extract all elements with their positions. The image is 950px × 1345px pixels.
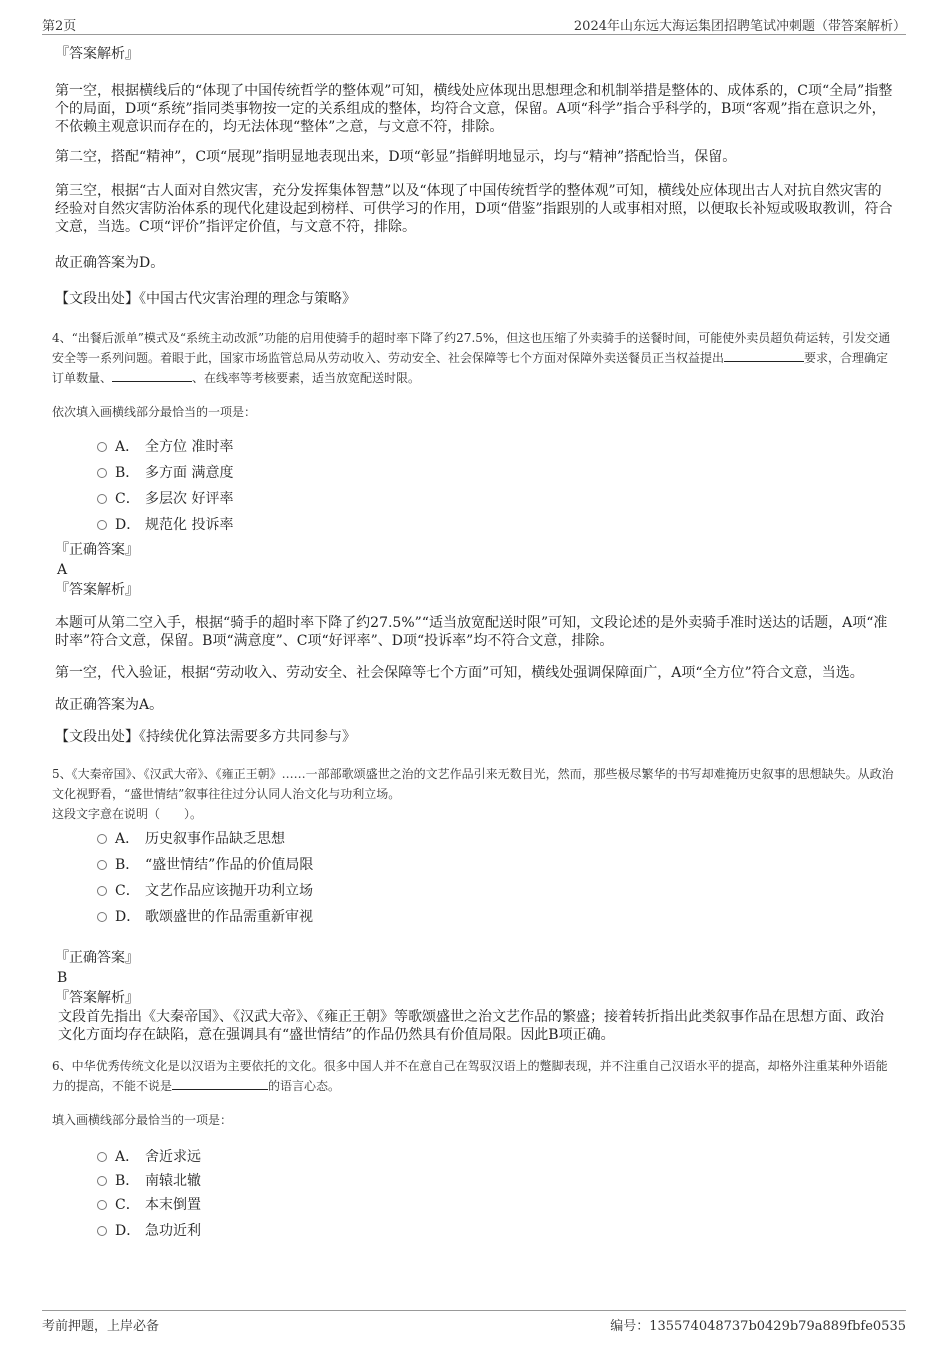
q4-option-a[interactable]: A． 全方位 准时率 [55, 434, 895, 460]
radio-icon[interactable] [97, 1226, 107, 1236]
q5-options [55, 826, 895, 930]
q3-source: 【文段出处】《中国古代灾害治理的理念与策略》 [55, 291, 356, 307]
q6-option-a[interactable]: A． 舍近求远 [55, 1144, 895, 1170]
q6-option-c[interactable]: C． 本末倒置 [55, 1192, 895, 1218]
q5-analysis: 文段首先指出《大秦帝国》、《汉武大帝》、《雍正王朝》等歌颂盛世之治文艺作品的繁盛；接着转折指出此类叙事作品在思想方面、政治文化方面均存在缺陷，意在强调具有“盛世情结”的作品仍然具有价值局限。因此B项正确。 [58, 1009, 884, 1043]
q6-section [52, 1056, 895, 1244]
page-number: 第2页 [42, 19, 77, 34]
q3-section [55, 44, 895, 308]
radio-icon[interactable] [97, 860, 107, 870]
radio-icon[interactable] [97, 442, 107, 452]
q4-answer: A [57, 562, 68, 578]
document-title: 2024年山东远大海运集团招聘笔试冲刺题（带答案解析） [573, 19, 906, 34]
radio-icon[interactable] [97, 494, 107, 504]
radio-icon[interactable] [97, 1176, 107, 1186]
q5-answer-tag: 『正确答案』 [55, 950, 139, 966]
q6-option-b[interactable]: B． 南辕北辙 [55, 1170, 895, 1192]
q4-source: 【文段出处】《持续优化算法需要多方共同参与》 [55, 729, 356, 745]
q5-option-a[interactable]: A． 历史叙事作品缺乏思想 [55, 826, 895, 852]
q3-analysis-p3: 第三空，根据“古人面对自然灾害，充分发挥集体智慧”以及“体现了中国传统哲学的整体观”可知，横线处应体现出古人对抗自然灾害的经验对自然灾害防治体系的现代化建设起到榜样、可供学习的作用，D项“借鉴”指跟别的人或事相对照，以便取长补短或吸取教训，符合文意，当选。C项“评价”指评定价值，与文意不符，排除。 [55, 183, 893, 235]
q5-stem: 5、《大秦帝国》、《汉武大帝》、《雍正王朝》……一部部歌颂盛世之治的文艺作品引来无数目光，然而，那些极尽繁华的书写却难掩历史叙事的思想缺失。从政治文化视野看，“盛世情结”叙事往往过分认同人治文化与功利立场。 [52, 767, 894, 801]
q4-prompt: 依次填入画横线部分最恰当的一项是： [52, 405, 257, 419]
q6-stem: 6、中华优秀传统文化是以汉语为主要依托的文化。很多中国人并不在意自己在驾驭汉语上的蹩脚表现，并不注重自己汉语水平的提高，却格外注重某种外语能力的提高，不能不说是 的语言心态。 [52, 1059, 888, 1093]
q4-answer-tag: 『正确答案』 [55, 542, 139, 558]
q5-option-c[interactable]: C． 文艺作品应该抛开功利立场 [55, 878, 895, 904]
radio-icon[interactable] [97, 1152, 107, 1162]
q4-blank-1 [724, 349, 804, 362]
q5-option-b[interactable]: B． “盛世情结”作品的价值局限 [55, 852, 895, 878]
radio-icon[interactable] [97, 886, 107, 896]
q6-prompt: 填入画横线部分最恰当的一项是： [52, 1113, 233, 1127]
q5-option-d[interactable]: D． 歌颂盛世的作品需重新审视 [55, 904, 895, 930]
page-header [42, 12, 906, 35]
radio-icon[interactable] [97, 834, 107, 844]
q5-section [52, 764, 895, 1044]
q4-analysis-p2: 第一空，代入验证，根据“劳动收入、劳动安全、社会保障等七个方面”可知，横线处强调保障面广，A项“全方位”符合文意，当选。 [55, 665, 864, 681]
q6-blank [172, 1077, 268, 1090]
q5-prompt: 这段文字意在说明（ ）。 [52, 807, 203, 821]
q4-stem: 4、“出餐后派单”模式及“系统主动改派”功能的启用使骑手的超时率下降了约27.5%，但这也压缩了外卖骑手的送餐时间，可能使外卖员超负荷运转，引发交通安全等一系列问题。着眼于此，国家市场监管总局从劳动收入、劳动安全、社会保障等七个方面对保障外卖送餐员正当权益提出 要求，合理确定订单数量、 、在线率等考核要素，适当放宽配送时限。 [52, 331, 891, 385]
q5-analysis-tag: 『答案解析』 [55, 990, 139, 1006]
radio-icon[interactable] [97, 1200, 107, 1210]
footer-slogan: 考前押题，上岸必备 [42, 1319, 160, 1334]
page-footer [42, 1310, 906, 1335]
q4-analysis-tag: 『答案解析』 [55, 582, 139, 598]
document-id: 编号：135574048737b0429b79a889fbfe0535 [610, 1319, 906, 1334]
q4-option-b[interactable]: B． 多方面 满意度 [55, 460, 895, 486]
q4-conclusion: 故正确答案为A。 [55, 697, 164, 713]
q5-answer: B [57, 970, 68, 986]
q3-conclusion: 故正确答案为D。 [55, 255, 165, 271]
document-body [52, 44, 895, 1244]
q3-analysis-tag: 『答案解析』 [55, 46, 139, 62]
q4-section [52, 328, 895, 746]
q4-blank-2 [112, 369, 192, 382]
q4-options [55, 434, 895, 538]
q4-analysis-p1: 本题可从第二空入手，根据“骑手的超时率下降了约27.5%”“适当放宽配送时限”可知，文段论述的是外卖骑手准时送达的话题，A项“准时率”符合文意，保留。B项“满意度”、C项“好评率”、D项“投诉率”均不符合文意，排除。 [55, 615, 888, 649]
q6-options [55, 1144, 895, 1244]
radio-icon[interactable] [97, 468, 107, 478]
q4-option-c[interactable]: C． 多层次 好评率 [55, 486, 895, 512]
q3-analysis-p2: 第二空，搭配“精神”，C项“展现”指明显地表现出来，D项“彰显”指鲜明地显示，均与“精神”搭配恰当，保留。 [55, 149, 737, 165]
q6-option-d[interactable]: D． 急功近利 [55, 1218, 895, 1244]
q3-analysis-p1: 第一空，根据横线后的“体现了中国传统哲学的整体观”可知，横线处应体现出思想理念和机制举措是整体的、成体系的，C项“全局”指整个的局面，D项“系统”指同类事物按一定的关系组成的整体，均符合文意，保留。A项“科学”指合乎科学的，B项“客观”指在意识之外，不依赖主观意识而存在的，均无法体现“整体”之意，与文意不符，排除。 [55, 83, 893, 135]
radio-icon[interactable] [97, 520, 107, 530]
q4-option-d[interactable]: D． 规范化 投诉率 [55, 512, 895, 538]
radio-icon[interactable] [97, 912, 107, 922]
